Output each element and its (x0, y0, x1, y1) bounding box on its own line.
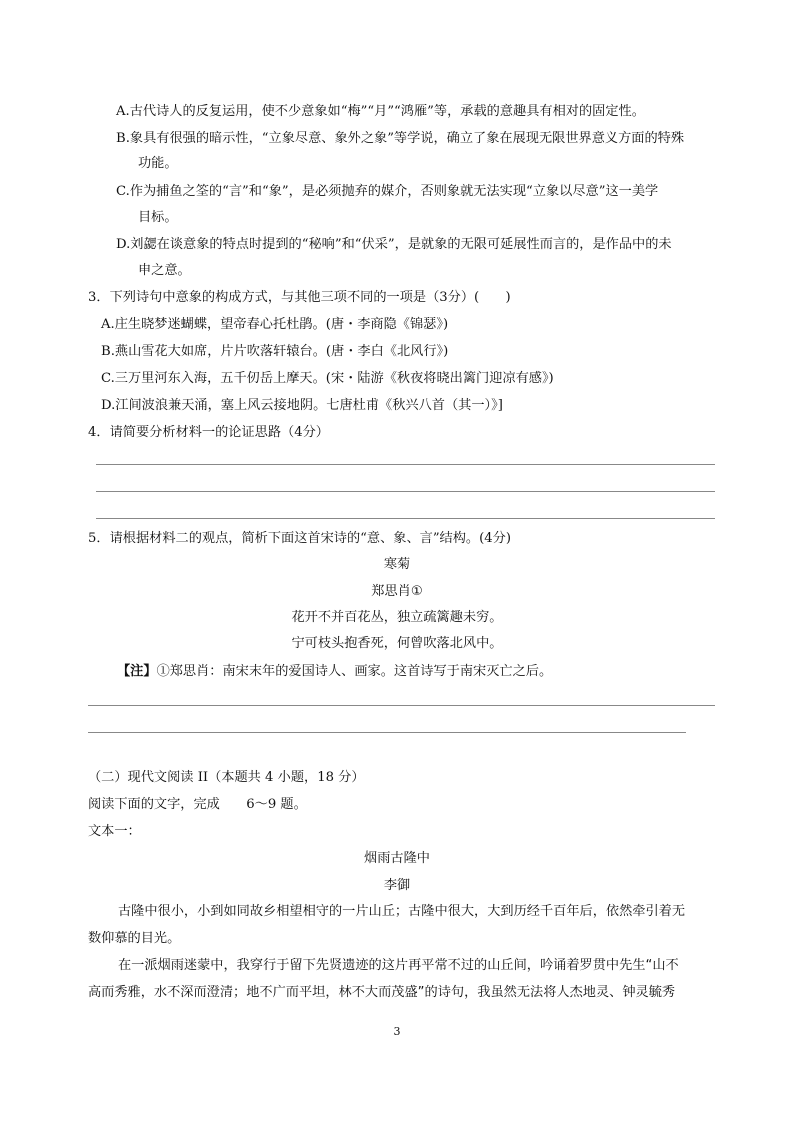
text-label: 文本一： (88, 824, 141, 839)
question-3-option-d: D.江间波浪兼天涌，塞上风云接地阴。七唐杜甫《秋兴八首（其一）》] (101, 398, 503, 413)
poem-line-2: 宁可枝头抱香死，何曾吹落北风中。 (291, 636, 503, 651)
page-number: 3 (393, 1025, 401, 1038)
option-d-continuation: 申之意。 (138, 263, 191, 278)
question-5-stem: 5．请根据材料二的观点，简析下面这首宋诗的“意、象、言”结构。(4分) (88, 531, 511, 546)
poem-author: 郑思肖① (371, 584, 423, 599)
answer-line (88, 705, 715, 706)
option-d (116, 237, 672, 253)
option-text: 象具有很强的暗示性，“立象尽意、象外之象”等学说，确立了象在展现无限世界意义方面的特殊 (129, 131, 685, 146)
paragraph-1-line-1: 古隆中很小，小到如同故乡相望相守的一片山丘；古隆中很大，大到历经千百年后，依然牵引着无 (118, 904, 686, 919)
option-c (116, 184, 658, 200)
paragraph-2-line-2: 高而秀雅，水不深而澄清；地不广而平坦，林不大而茂盛”的诗句，我虽然无法将人杰地灵、钟灵毓秀 (88, 985, 676, 1000)
section-instruction: 阅读下面的文字，完成 6～9 题。 (88, 797, 307, 812)
option-text: 作为捕鱼之筌的“言”和“象”，是必须抛弃的媒介，否则象就无法实现“立象以尽意”这一美学 (129, 184, 659, 199)
option-label: C. (116, 184, 130, 199)
option-label: B. (116, 131, 130, 146)
note-text: ①郑思肖：南宋末年的爱国诗人、画家。这首诗写于南宋灭亡之后。 (156, 664, 553, 679)
question-3-option-b: B.燕山雪花大如席，片片吹落轩辕台。(唐・李白《北风行》) (101, 344, 449, 359)
poem-note (117, 664, 552, 680)
option-label: A. (116, 104, 130, 119)
section-heading: （二）现代文阅读 II（本题共 4 小题，18 分） (88, 770, 365, 785)
answer-line (96, 491, 715, 492)
poem-title: 寒菊 (383, 557, 411, 572)
question-3-stem: 3．下列诗句中意象的构成方式，与其他三项不同的一项是（3分）( ) (88, 290, 511, 305)
essay-title: 烟雨古隆中 (364, 851, 430, 866)
poem-line-1: 花开不并百花丛，独立疏篱趣未穷。 (291, 610, 503, 625)
option-a (116, 104, 645, 120)
option-c-continuation: 目标。 (138, 210, 178, 225)
paragraph-1-line-2: 数仰慕的目光。 (88, 931, 181, 946)
note-tag: 【注】 (117, 664, 157, 679)
question-3-option-a: A.庄生晓梦迷蝴蝶，望帝春心托杜鹃。(唐・李商隐《锦瑟》) (101, 317, 449, 332)
question-4-stem: 4．请简要分析材料一的论证思路（4分） (88, 425, 329, 440)
option-label: D. (116, 237, 131, 252)
option-text: 刘勰在谈意象的特点时提到的“秘响”和“伏采”，是就象的无限可延展性而言的，是作品中的未 (130, 237, 672, 252)
question-3-option-c: C.三万里河东入海，五千仞岳上摩天。(宋・陆游《秋夜将晓出篱门迎凉有感》) (101, 371, 554, 386)
answer-line (88, 732, 686, 733)
option-b-continuation: 功能。 (138, 156, 178, 171)
option-b (116, 131, 684, 147)
answer-line (96, 464, 715, 465)
essay-author: 李御 (383, 878, 411, 893)
answer-line (96, 518, 715, 519)
paragraph-2-line-1: 在一派烟雨迷蒙中，我穿行于留下先贤遗迹的这片再平常不过的山丘间，吟诵着罗贯中先生“山不 (118, 958, 679, 973)
option-text: 古代诗人的反复运用，使不少意象如“梅”“月”“鸿雁”等，承载的意趣具有相对的固定性。 (129, 104, 645, 119)
